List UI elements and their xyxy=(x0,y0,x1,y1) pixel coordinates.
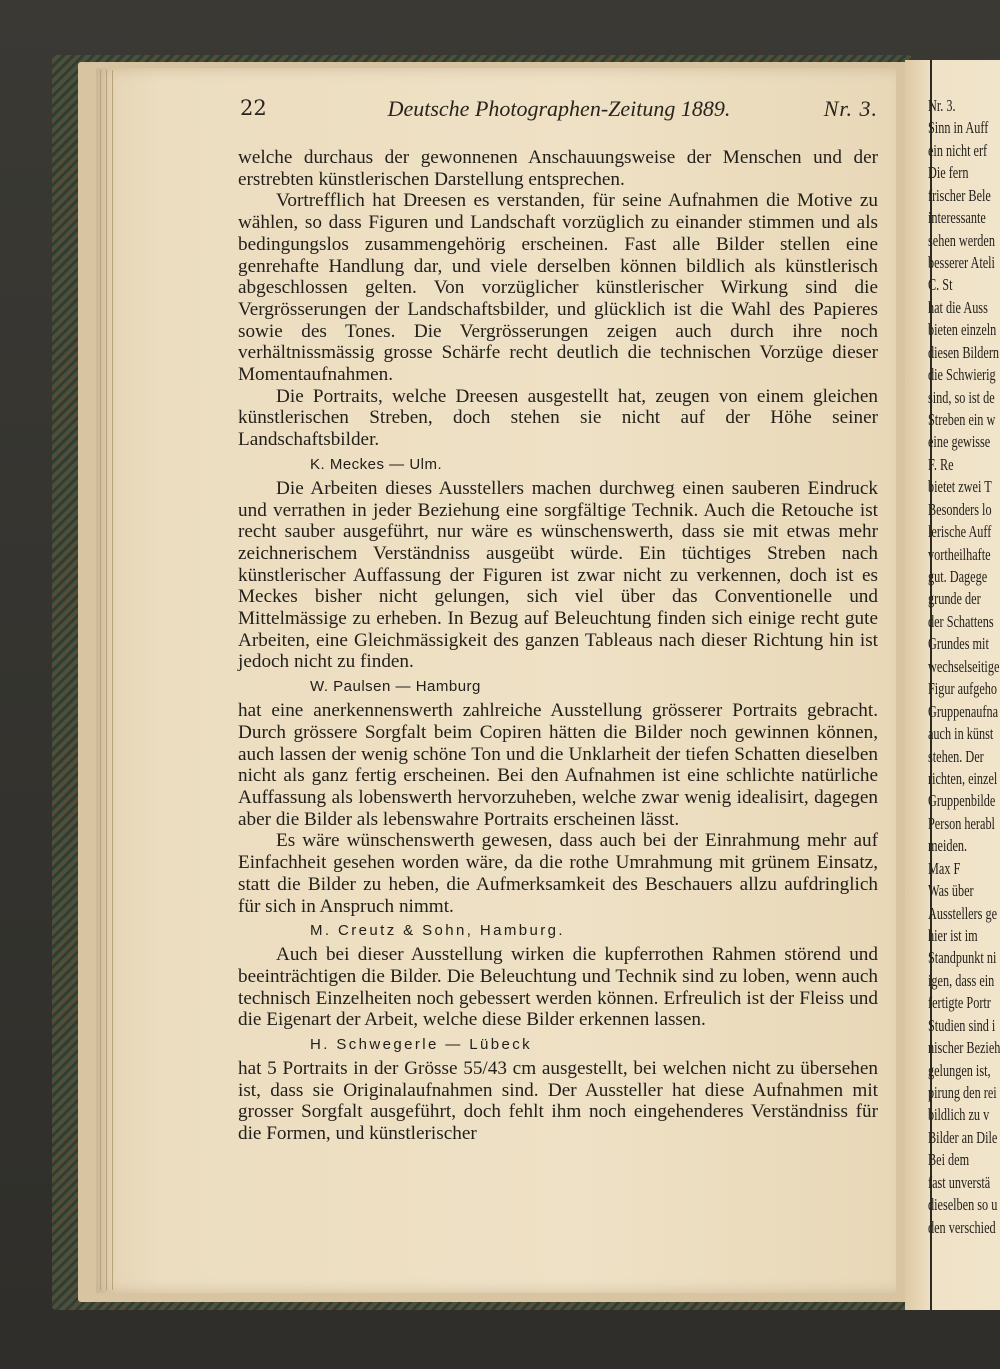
facing-page-line: frischer Bele xyxy=(928,185,991,205)
facing-page-line: Figur aufgeho xyxy=(928,679,998,699)
running-title: Deutsche Photographen-Zeitung 1889. xyxy=(387,96,731,121)
facing-page-line: Was über xyxy=(928,881,974,901)
facing-page-line: interessante xyxy=(928,208,986,228)
facing-page-line: meiden. xyxy=(928,836,968,856)
facing-page-line: Bei dem xyxy=(928,1150,970,1170)
paragraph: hat 5 Portraits in der Grösse 55/43 cm ausgestellt, bei welchen nicht zu übersehen ist, dass sie Originalaufnahmen sind. Der Aussteller hat diese Aufnahmen mit grosser Sorgfalt ausgeführt, doch fehlt ihm noch eingehenderes Verständniss für die Formen, und künstlerischer xyxy=(238,1058,878,1145)
facing-page-line: pirung den rei xyxy=(928,1082,997,1102)
exhibitor-heading: W. Paulsen — Hamburg xyxy=(310,678,481,696)
facing-page-line: der Schattens xyxy=(928,611,994,631)
facing-page-line: Ausstellers ge xyxy=(928,903,998,923)
facing-page-line: Die fern xyxy=(928,163,969,183)
facing-page-line: bietet zwei T xyxy=(928,477,992,497)
facing-page-line: Sinn in Auff xyxy=(928,118,989,138)
facing-page-line: grunde der xyxy=(928,589,981,609)
facing-page-line: besserer Ateli xyxy=(928,253,995,273)
facing-page-line: Bilder an Dile xyxy=(928,1127,998,1147)
facing-page-line: Gruppenaufna xyxy=(928,701,999,721)
facing-page-line: dieselben so u xyxy=(928,1195,998,1215)
facing-page-line: fast unverstä xyxy=(928,1172,991,1192)
facing-page-line: bieten einzeln xyxy=(928,320,997,340)
facing-page-line: nischer Bezieh xyxy=(928,1038,1000,1058)
article-body xyxy=(238,147,878,1145)
facing-page-line: hier ist im xyxy=(928,925,978,945)
facing-page-line: Max F xyxy=(928,858,961,878)
facing-page-line: Standpunkt ni xyxy=(928,948,997,968)
facing-page-line: Gruppenbilde xyxy=(928,791,996,811)
page-number: 22 xyxy=(240,96,267,120)
facing-page-line: hat die Auss xyxy=(928,297,988,317)
paragraph: Es wäre wünschenswerth gewesen, dass auch bei der Einrahmung mehr auf Einfachheit gesehen worden wäre, da die rothe Umrahmung mit grünem Einsatz, statt die Bilder zu heben, die Aufmerksamkeit des Beschauers allzu aufdringlich für sich in Anspruch nimmt. xyxy=(238,830,878,917)
facing-page-line: fertigte Portr xyxy=(928,993,991,1013)
facing-page-line: wechselseitige xyxy=(928,656,1000,676)
page-edge-line xyxy=(112,70,113,1290)
facing-page-line: igen, dass ein xyxy=(928,970,995,990)
facing-page-line: sehen werden xyxy=(928,230,995,250)
facing-page-line: Nr. 3. xyxy=(928,96,956,115)
facing-page-line: gut. Dagege xyxy=(928,567,988,587)
facing-page-line: vortheilhafte xyxy=(928,544,991,564)
facing-page-line: C. St xyxy=(928,275,953,295)
facing-page-line: lerische Auff xyxy=(928,522,992,542)
facing-page-line: Streben ein w xyxy=(928,410,996,430)
facing-page-line: Person herabl xyxy=(928,813,995,833)
facing-page-line: gelungen ist, xyxy=(928,1060,991,1080)
facing-page-line: sind, so ist de xyxy=(928,387,995,407)
facing-page-line: bildlich zu v xyxy=(928,1105,990,1125)
paragraph: welche durchaus der gewonnenen Anschauungsweise der Menschen und der erstrebten künstlerischen Darstellung entsprechen. xyxy=(238,147,878,190)
facing-page-line: diesen Bildern xyxy=(928,342,1000,362)
facing-page-line: stehen. Der xyxy=(928,746,984,766)
page-edge-line xyxy=(100,70,101,1290)
facing-page-line: Besonders lo xyxy=(928,499,992,519)
paragraph: Vortrefflich hat Dreesen es verstanden, für seine Aufnahmen die Motive zu wählen, so dass Figuren und Landschaft vorzüglich zu einander stimmen und als bedingungslos zusammengehörig erscheinen. Fast alle Bilder stellen eine genrehafte Handlung dar, und viele derselben können bildlich als künstlerisch abgeschlossen gelten. Von vorzüglicher künstlerischer Wirkung sind die Vergrösserungen der Landschaftsbilder, und glücklich ist die Wahl des Papieres sowie des Tones. Die Vergrösserungen zeigen auch durch ihre noch verhältnissmässig grosse Schärfe recht deutlich die technischen Vorzüge dieser Momentaufnahmen. xyxy=(238,190,878,386)
facing-page-line: auch in künst xyxy=(928,724,994,744)
exhibitor-heading: H. Schwegerle — Lübeck xyxy=(310,1036,533,1054)
facing-page-line: Grundes mit xyxy=(928,634,989,654)
facing-page-line: Studien sind i xyxy=(928,1015,996,1035)
facing-page-line: richten, einzel xyxy=(928,768,998,788)
page-header xyxy=(240,96,878,128)
issue-number: Nr. 3. xyxy=(823,96,878,121)
page-edge-line xyxy=(106,70,107,1290)
facing-page-line: die Schwierig xyxy=(928,365,996,385)
facing-page-line: F. Re xyxy=(928,454,954,474)
paragraph: Auch bei dieser Ausstellung wirken die kupferrothen Rahmen störend und beeinträchtigen die Bilder. Die Beleuchtung und Technik sind zu loben, wenn auch technisch Einzelheiten noch gebessert werden können. Erfreulich ist der Fleiss und die Eigenart der Arbeit, welche diese Bilder erkennen lassen. xyxy=(238,944,878,1031)
paragraph: hat eine anerkennenswerth zahlreiche Ausstellung grösserer Portraits gebracht. Durch grössere Sorgfalt beim Copiren hätten die Bilder noch gewinnen können, auch lassen der wenig schöne Ton und die Unklarheit der tiefen Schatten dieselben nicht als ganz fertig erscheinen. Bei den Aufnahmen ist eine schlichte natürliche Auffassung als lobenswerth hervorzuheben, welche zwar wenig idealisirt, dagegen aber die Bilder als lebenswahre Portraits erscheinen lässt. xyxy=(238,700,878,830)
facing-page-line: ein nicht erf xyxy=(928,140,988,160)
paragraph: Die Portraits, welche Dreesen ausgestellt hat, zeugen von einem gleichen künstlerischen Streben, doch stehen sie nicht auf der Höhe seiner Landschaftsbilder. xyxy=(238,385,878,451)
exhibitor-heading: M. Creutz & Sohn, Hamburg. xyxy=(310,922,565,940)
facing-page-line: den verschied xyxy=(928,1217,996,1237)
exhibitor-heading: K. Meckes — Ulm. xyxy=(310,455,443,473)
facing-page-line: eine gewisse xyxy=(928,432,991,452)
paragraph: Die Arbeiten dieses Ausstellers machen durchweg einen sauberen Eindruck und verrathen in jeder Beziehung eine sorgfältige Technik. Auch die Retouche ist recht sauber ausgeführt, nur wäre es wünschenswerth, dass sie mit etwas mehr zeichnerischem Verständniss ausgeübt würde. Ein tüchtiges Streben nach künstlerischer Auffassung der Figuren ist zwar nicht zu verkennen, doch ist es Meckes bisher nicht gelungen, sich viel über das Conventionelle und Mittelmässige zu erheben. In Bezug auf Beleuchtung finden sich einige recht gute Arbeiten, eine Gleichmässigkeit des ganzen Tableaus nach dieser Richtung hin ist jedoch nicht zu finden. xyxy=(238,477,878,673)
